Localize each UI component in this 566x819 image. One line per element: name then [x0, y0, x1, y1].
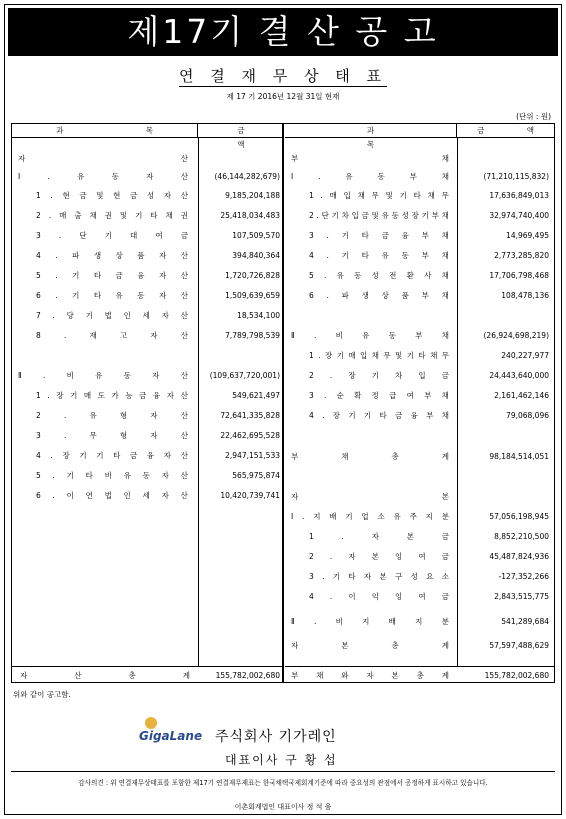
row-amount: 240,227,977 [501, 351, 549, 360]
table-row [285, 570, 554, 584]
table-row [12, 489, 282, 503]
row-label: 1 . 자 본 금 [309, 532, 449, 541]
row-label: 5 . 기 타 비 유 동 자 산 [36, 471, 188, 480]
assets-header-item: 과 목 [12, 124, 198, 138]
le-total-row [285, 666, 554, 684]
row-amount: 2,947,151,533 [225, 451, 280, 460]
assets-column [12, 124, 284, 682]
row-label: 4 . 장 기 기 타 금 융 자 산 [36, 451, 188, 460]
table-row [285, 450, 554, 464]
table-row [285, 152, 554, 166]
table-row [285, 590, 554, 604]
row-label: Ⅱ . 비 유 동 부 채 [291, 331, 449, 340]
row-label: 4 . 장 기 기 타 금 융 부 채 [309, 411, 449, 420]
row-label: 4 . 기 타 유 동 부 채 [309, 251, 449, 260]
statement-title [5, 65, 561, 86]
row-label: 2 . 단 기 차 입 금 및 유 동 성 장 기 부 채 [309, 211, 449, 220]
assets-total-label: 자 산 총 계 [20, 671, 190, 680]
row-amount: 107,509,570 [232, 231, 280, 240]
row-amount: 549,621,497 [232, 391, 280, 400]
table-row [12, 429, 282, 443]
row-label: 1 . 장 기 매 입 채 무 및 기 타 채 무 [309, 351, 449, 360]
row-amount: 57,597,488,629 [489, 641, 549, 650]
assets-header-amount: 금 액 [237, 126, 265, 149]
table-row [285, 269, 554, 283]
row-amount: 2,843,515,775 [494, 592, 549, 601]
assets-total-amount: 155,782,002,680 [215, 671, 280, 680]
audit-firm: 이촌회계법인 대표이사 정 석 융 [234, 803, 332, 811]
row-label: Ⅰ . 지 배 기 업 소 유 주 지 분 [291, 512, 449, 521]
row-amount: 394,840,364 [232, 251, 280, 260]
le-total-label: 부 채 와 자 본 총 계 [291, 671, 449, 680]
table-row [285, 329, 554, 343]
notice-footnote: 위와 같이 공고함. [13, 690, 71, 699]
table-row [12, 449, 282, 463]
row-label: 4 . 이 익 잉 여 금 [309, 592, 449, 601]
row-amount: 98,184,514,051 [489, 452, 549, 461]
row-label: 2 . 매 출 채 권 및 기 타 채 권 [36, 211, 188, 220]
table-row [285, 209, 554, 223]
table-row [12, 289, 282, 303]
ceo-name: 대표이사 구 황 섭 [225, 753, 338, 767]
table-row [285, 550, 554, 564]
row-amount: 17,706,798,468 [489, 271, 549, 280]
table-row [12, 209, 282, 223]
table-row [12, 229, 282, 243]
row-label: 2 . 장 기 차 입 금 [309, 371, 449, 380]
row-label: 3 . 무 형 자 산 [36, 431, 188, 440]
table-row [12, 170, 282, 184]
table-row [285, 369, 554, 383]
table-row [12, 369, 282, 383]
row-label: 자 본 [291, 492, 449, 501]
company-logo [139, 717, 209, 747]
row-label: Ⅰ . 유 동 자 산 [18, 172, 188, 181]
liabilities-column [285, 124, 554, 682]
logo-wordmark: GigaLane [139, 729, 203, 743]
row-label: Ⅱ . 비 유 동 자 산 [18, 371, 188, 380]
row-label: 6 . 이 연 법 인 세 자 산 [36, 491, 188, 500]
row-amount: 1,720,726,828 [225, 271, 280, 280]
row-amount: 541,289,684 [501, 617, 549, 626]
liabilities-header-amount: 금 액 [477, 126, 554, 135]
sun-icon [145, 717, 157, 729]
row-label: 1 . 현 금 및 현 금 성 자 산 [36, 191, 188, 200]
row-amount: (71,210,115,832) [483, 172, 549, 181]
le-total-amount: 155,782,002,680 [484, 671, 549, 680]
table-row [285, 490, 554, 504]
table-row [12, 269, 282, 283]
table-row [285, 170, 554, 184]
table-row [285, 229, 554, 243]
table-row [285, 530, 554, 544]
statement-title-text: 연 결 재 무 상 태 표 [178, 67, 388, 85]
row-amount: (109,637,720,001) [209, 371, 280, 380]
audit-opinion: 감사의견 : 위 연결재무상태표를 포함한 제17기 연결재무제표는 한국채택국제회계기준에 따라 중요성의 관점에서 공정하게 표시하고 있습니다. [11, 771, 555, 787]
row-label: 3 . 순 확 정 급 여 부 채 [309, 391, 449, 400]
unit-label: (단위 : 원) [516, 112, 551, 121]
table-row [285, 510, 554, 524]
assets-total-row [12, 666, 282, 684]
row-amount: 17,636,849,013 [489, 191, 549, 200]
row-amount: (26,924,698,219) [483, 331, 549, 340]
row-label: 3 . 기 타 자 본 구 성 요 소 [309, 572, 449, 581]
notice-frame [4, 4, 562, 815]
row-amount: 9,185,204,188 [225, 191, 280, 200]
row-label: 2 . 유 형 자 산 [36, 411, 188, 420]
table-row [12, 249, 282, 263]
table-row [12, 329, 282, 343]
row-amount: 10,420,739,741 [220, 491, 280, 500]
row-amount: 79,068,096 [506, 411, 549, 420]
row-label: 1 . 장 기 매 도 가 능 금 융 자 산 [36, 391, 188, 400]
table-row [12, 309, 282, 323]
table-row [12, 189, 282, 203]
row-amount: 7,789,798,539 [225, 331, 280, 340]
table-row [285, 189, 554, 203]
table-row [285, 349, 554, 363]
row-amount: 14,969,495 [506, 231, 549, 240]
balance-sheet-table [11, 123, 555, 683]
row-amount: 32,974,740,400 [489, 211, 549, 220]
assets-header [12, 124, 282, 149]
row-amount: 565,975,874 [232, 471, 280, 480]
row-amount: (46,144,282,679) [214, 172, 280, 181]
table-row [285, 289, 554, 303]
row-label: 3 . 기 타 금 융 부 채 [309, 231, 449, 240]
row-amount: 2,161,462,146 [494, 391, 549, 400]
row-amount: 24,443,640,000 [489, 371, 549, 380]
row-label: 5 . 기 타 금 융 자 산 [36, 271, 188, 280]
row-label: 4 . 파 생 상 품 자 산 [36, 251, 188, 260]
row-amount: 72,641,335,828 [220, 411, 280, 420]
table-row [285, 389, 554, 403]
table-row [12, 152, 282, 166]
period-line: 제 17 기 2016년 12월 31일 현재 [226, 92, 340, 101]
row-amount: 57,056,198,945 [489, 512, 549, 521]
row-label: 부 채 총 계 [291, 452, 449, 461]
row-label: 자 본 총 계 [291, 641, 449, 650]
company-name: 주식회사 기가레인 [215, 729, 337, 745]
row-label: Ⅰ . 유 동 부 채 [291, 172, 449, 181]
row-amount: 108,478,136 [501, 291, 549, 300]
table-row [12, 469, 282, 483]
row-label: 5 . 유 동 성 전 환 사 채 [309, 271, 449, 280]
row-label: Ⅱ . 비 지 배 지 분 [291, 617, 449, 626]
row-amount: 2,773,285,820 [494, 251, 549, 260]
row-label: 8 . 재 고 자 산 [36, 331, 188, 340]
row-label: 6 . 파 생 상 품 부 채 [309, 291, 449, 300]
table-row [285, 639, 554, 653]
row-amount: 18,534,100 [237, 311, 280, 320]
liabilities-header-item: 과 목 [285, 124, 457, 138]
table-row [285, 249, 554, 263]
row-amount: 22,462,695,528 [220, 431, 280, 440]
row-label: 6 . 기 타 유 동 자 산 [36, 291, 188, 300]
liabilities-header [285, 124, 554, 149]
row-label: 2 . 자 본 잉 여 금 [309, 552, 449, 561]
row-label: 1 . 매 입 채 무 및 기 타 채 무 [309, 191, 449, 200]
row-label: 자 산 [18, 154, 188, 163]
row-amount: 1,509,639,659 [225, 291, 280, 300]
row-amount: -127,352,266 [498, 572, 549, 581]
notice-banner: 제17기 결 산 공 고 [8, 8, 558, 56]
table-row [285, 409, 554, 423]
row-label: 7 . 당 기 법 인 세 자 산 [36, 311, 188, 320]
row-amount: 8,852,210,500 [494, 532, 549, 541]
row-amount: 45,487,824,936 [489, 552, 549, 561]
table-row [12, 409, 282, 423]
row-amount: 25,418,034,483 [220, 211, 280, 220]
table-row [12, 389, 282, 403]
row-label: 부 채 [291, 154, 449, 163]
table-row [285, 615, 554, 629]
row-label: 3 . 단 기 대 여 금 [36, 231, 188, 240]
